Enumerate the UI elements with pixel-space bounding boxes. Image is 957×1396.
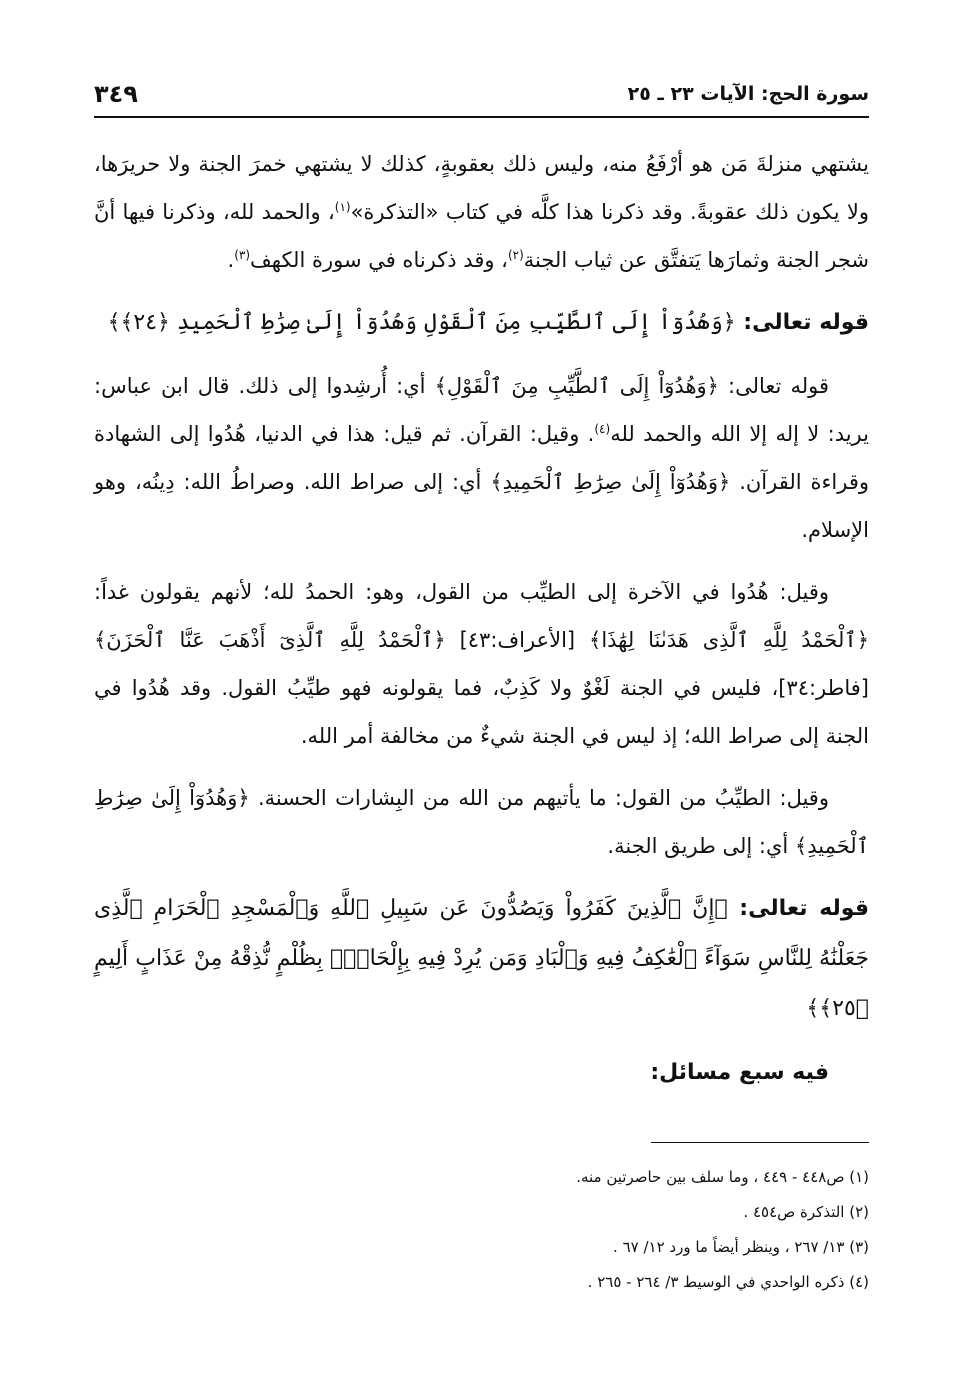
paragraph-1-text-a: يشتهي منزلةَ مَن هو أرْفَعُ منه، وليس ذلك بعقوبةٍ، كذلك لا يشتهي خمرَ الجنة ولا حريرَها، ولا يكون ذلك عقوبةً. وقد ذكرنا هذا كلَّه في كتاب «التذكرة»: [94, 152, 869, 224]
paragraph-1-text-c: ، وقد ذكرناه في سورة الكهف: [250, 248, 508, 272]
paragraph-3: وقيل: هُدُوا في الآخرة إلى الطيِّب من القول، وهو: الحمدُ لله؛ لأنهم يقولون غداً: ﴿ٱلْحَمْدُ لِلَّهِ ٱلَّذِى هَدَىٰنَا لِهَٰذَا﴾ [الأعراف:٤٣] ﴿ٱلْحَمْدُ لِلَّهِ ٱلَّذِىٓ أَذْهَبَ عَنَّا ٱلْحَزَنَ﴾ [فاطر:٣٤]، فليس في الجنة لَغْوٌ ولا كَذِبٌ، فما يقولونه فهو طيِّبُ القول. وقد هُدُوا في الجنة إلى صراط الله؛ إذ ليس في الجنة شيءٌ من مخالفة أمر الله.: [94, 580, 870, 748]
footnote-ref-3: (٣): [234, 248, 251, 262]
verse-text-24: ﴿وَهُدُوٓاْ إِلَى ٱلطَّيِّبِ مِنَ ٱلْقَوْلِ وَهُدُوٓاْ إِلَىٰ صِرَٰطِ ٱلْحَمِيدِ ﴿٢٤﴾﴾: [107, 310, 736, 335]
footnote-4: (٤) ذكره الواحدي في الوسيط ٣/ ٢٦٤ - ٢٦٥ .: [587, 1273, 869, 1291]
footnote-2: (٢) التذكرة ص٤٥٤ .: [743, 1203, 869, 1221]
footnote-divider: [651, 1142, 869, 1143]
paragraph-1: [94, 140, 869, 284]
paragraph-2-text-a: قوله تعالى: ﴿وَهُدُوٓاْ إِلَى ٱلطَّيِّبِ مِنَ ٱلْقَوْلِ﴾ أي: أُرشِدوا إلى ذلك. قال ابن عباس: يريد: لا إله إلا الله والحمد لله: [94, 374, 869, 446]
paragraph-4: وقيل: الطيِّبُ من القول: ما يأتيهم من الله من البِشارات الحسنة. ﴿وَهُدُوٓاْ إِلَىٰ صِرَٰطِ ٱلْحَمِيدِ﴾ أي: إلى طريق الجنة.: [94, 786, 869, 858]
verse-heading-24: [94, 298, 869, 348]
verse-heading-label-2: قوله تعالى:: [739, 896, 869, 921]
page-number: ٣٤٩: [94, 80, 138, 108]
paragraph-2-text-b: . وقيل: القرآن. ثم قيل: هذا في الدنيا، هُدُوا إلى الشهادة وقراءة القرآن. ﴿وَهُدُوٓاْ إِلَىٰ صِرَٰطِ ٱلْحَمِيدِ﴾ أي: إلى صراط الله. وصراطُ الله: دِينُه، وهو الإسلام.: [94, 422, 869, 542]
paragraph-2: [94, 362, 869, 554]
paragraph-1-text-d: .: [227, 248, 235, 272]
footnote-ref-2: (٢): [507, 248, 524, 262]
verse-text-25: ﴿إِنَّ ٱلَّذِينَ كَفَرُواْ وَيَصُدُّونَ عَن سَبِيلِ ٱللَّهِ وَٱلْمَسْجِدِ ٱلْحَرَامِ ٱلَّذِى جَعَلْنَٰهُ لِلنَّاسِ سَوَآءً ٱلْعَٰكِفُ فِيهِ وَٱلْبَادِ وَمَن يُرِدْ فِيهِ بِإِلْحَادٍۭ بِظُلْمٍ نُّذِقْهُ مِنْ عَذَابٍ أَلِيمٍ ﴿٢٥﴾﴾: [94, 896, 869, 1021]
footnote-3: (٣) ١٣/ ٢٦٧ ، وينظر أيضاً ما ورد ١٢/ ٦٧ .: [613, 1238, 869, 1256]
page-body: [94, 140, 869, 1112]
verse-heading-label: قوله تعالى:: [743, 310, 869, 335]
running-title: سورة الحج: الآيات ٢٣ ـ ٢٥: [627, 83, 869, 105]
footnote-ref-4: (٤): [594, 422, 611, 436]
verse-heading-25: [94, 884, 869, 1034]
footnote-1: (١) ص٤٤٨ - ٤٤٩ ، وما سلف بين حاصرتين منه.: [576, 1168, 869, 1186]
footnote-ref-1: (١): [334, 200, 351, 214]
page-header: [94, 72, 869, 118]
footnotes: [94, 1160, 869, 1300]
paragraph-1-text-b: ، والحمد لله، وذكرنا فيها أنَّ شجر الجنة وثمارَها يَتفتَّق عن ثياب الجنة: [94, 200, 869, 272]
section-heading-issues: فيه سبع مسائل:: [650, 1060, 829, 1085]
